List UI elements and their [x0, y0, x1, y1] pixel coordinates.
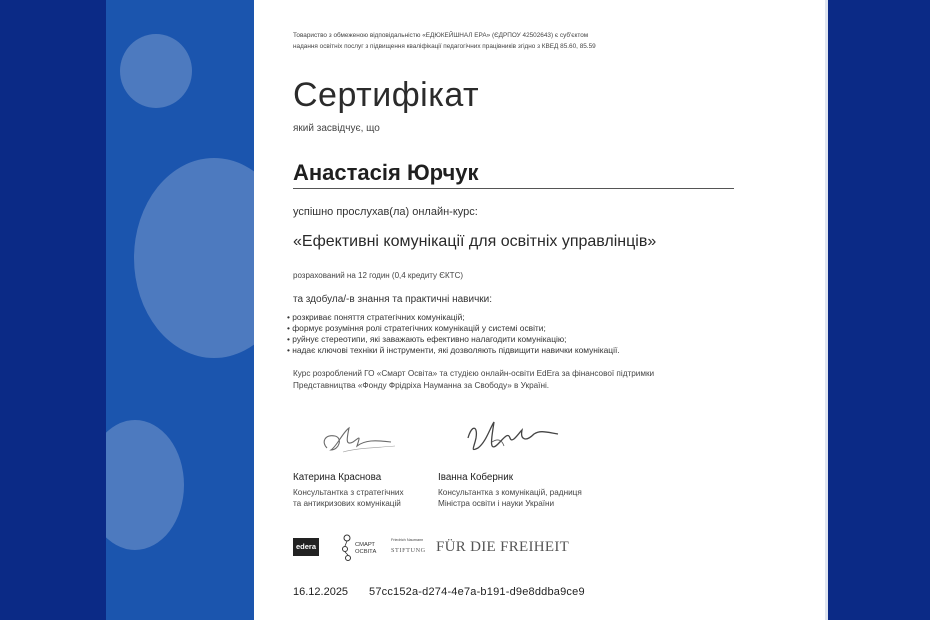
- organization-line: Товариство з обмеженою відповідальністю «ЕДЮКЕЙШНАЛ ЕРА» (ЄДРПОУ 42502643) є суб'єктом: [293, 32, 589, 39]
- developer-info: Представництва «Фонду Фрідріха Науманна за Свободу» в Україні.: [293, 381, 550, 390]
- signer-position-line: Консультантка з комунікацій, радниця: [438, 488, 582, 497]
- course-name: «Ефективні комунікації для освітніх управлінців»: [293, 233, 657, 250]
- recipient-name: Анастасія Юрчук: [293, 160, 479, 185]
- signer-position: [293, 488, 404, 509]
- signer-name: Іванна Коберник: [438, 472, 513, 483]
- background-right: [828, 0, 930, 620]
- decorative-circle: [106, 420, 184, 550]
- certificate-edge: [825, 0, 828, 620]
- decorative-circle: [120, 34, 192, 108]
- decorative-side-panel: [106, 0, 254, 620]
- signer-position-line: Міністра освіти і науки України: [438, 498, 555, 508]
- background-left: [0, 0, 106, 620]
- smart-osvita-logo: [341, 533, 381, 563]
- fnf-logo-stiftung: STIFTUNG: [391, 547, 426, 554]
- fnf-logo-text: FÜR DIE FREIHEIT: [436, 539, 570, 555]
- fnf-logo-small: Friedrich Naumann: [391, 538, 424, 542]
- signer-position: [438, 488, 582, 509]
- smart-logo-line: ОСВІТА: [355, 548, 377, 555]
- developer-info: Курс розроблений ГО «Смарт Освіта» та студією онлайн-освіти EdEra за фінансової підтримки: [293, 369, 655, 378]
- smart-logo-text: [355, 542, 376, 555]
- signer-position-line: Консультантка з стратегічних: [293, 488, 404, 497]
- certificate: [106, 0, 825, 620]
- decorative-circle: [134, 158, 254, 358]
- signature-image: [458, 408, 568, 468]
- signature-image: [313, 412, 403, 462]
- certificate-subtitle: який засвідчує, що: [293, 123, 380, 134]
- completed-text: успішно прослухав(ла) онлайн-курс:: [293, 206, 478, 218]
- list-item: • надає ключові техніки й інструменти, які дозволяють підвищити навички комунікації.: [287, 345, 620, 356]
- list-item: • формує розуміння ролі стратегічних комунікацій у системі освіти;: [287, 323, 620, 334]
- name-underline: [293, 188, 734, 189]
- course-hours: розрахований на 12 годин (0,4 кредиту ЄКТС): [293, 271, 464, 280]
- edera-logo: edera: [293, 538, 319, 556]
- signer-position-line: та антикризових комунікацій: [293, 498, 401, 508]
- organization-line: надання освітніх послуг з підвищення кваліфікації педагогічних працівників згідно з КВЕД 85.60, 85.59: [293, 43, 596, 50]
- signer-name: Катерина Краснова: [293, 472, 382, 483]
- list-item: • розкриває поняття стратегічних комунікацій;: [287, 312, 620, 323]
- certificate-id: 57cc152a-d274-4e7a-b191-d9e8ddba9ce9: [369, 586, 585, 598]
- organization-info: [293, 30, 596, 52]
- smart-logo-line: СМАРТ: [355, 542, 375, 548]
- certificate-title: Сертифікат: [293, 76, 480, 114]
- list-item: • руйнує стереотипи, які заважають ефективно налагодити комунікацію;: [287, 334, 620, 345]
- skills-list: [287, 312, 620, 356]
- issue-date: 16.12.2025: [293, 586, 349, 598]
- gained-text: та здобула/-в знання та практичні навички:: [293, 294, 493, 305]
